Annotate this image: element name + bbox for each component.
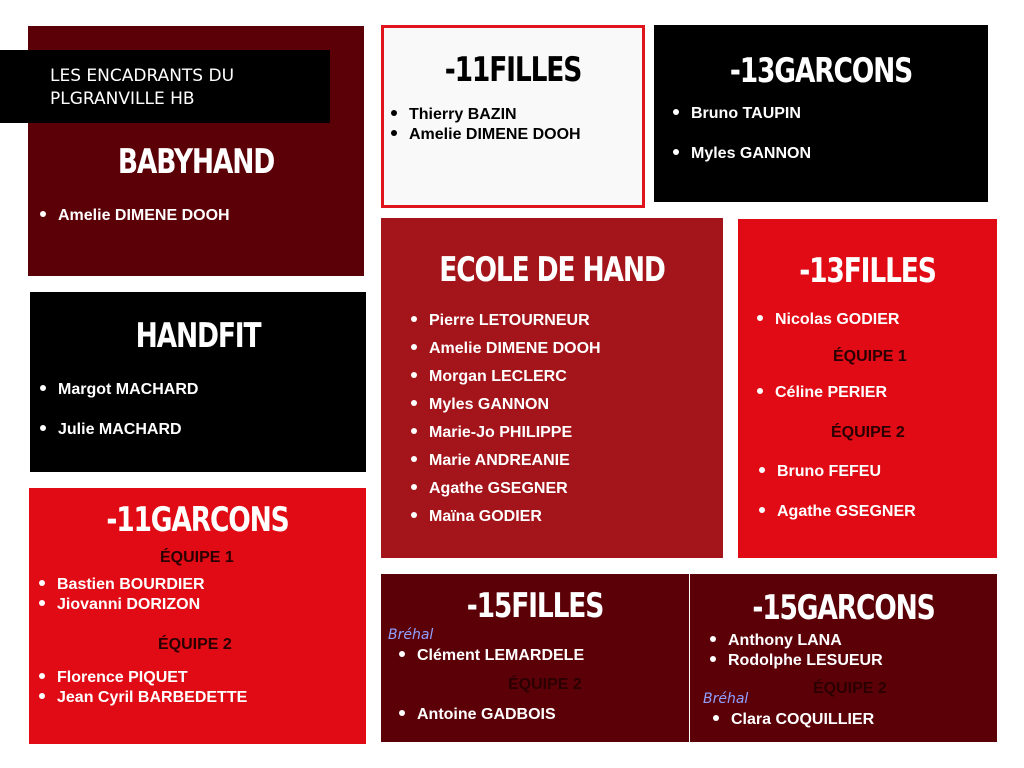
u15filles-team2-member-1: Antoine GADBOIS: [399, 706, 556, 724]
bullet-icon: [673, 109, 679, 115]
panel-u15filles: [381, 574, 689, 742]
bullet-icon: [411, 428, 417, 434]
bullet-icon: [40, 211, 46, 217]
bullet-icon: [411, 484, 417, 490]
ecole-member-8: Maïna GODIER: [411, 508, 542, 526]
u11garcons-team2-label: ÉQUIPE 2: [158, 636, 232, 653]
u15filles-note: Bréhal: [388, 627, 434, 643]
ecole-member-1: Pierre LETOURNEUR: [411, 312, 590, 330]
u13garcons-member-1: Bruno TAUPIN: [673, 105, 801, 123]
u11garcons-team2-member-2: Jean Cyril BARBEDETTE: [39, 689, 247, 707]
u15filles-team2-label: ÉQUIPE 2: [508, 676, 582, 693]
u13filles-coach: Nicolas GODIER: [757, 311, 899, 329]
u13filles-team2-member-2: Agathe GSEGNER: [759, 503, 916, 521]
bullet-icon: [757, 315, 763, 321]
header-box: [0, 50, 330, 123]
bullet-icon: [411, 400, 417, 406]
u15filles-team1-member-1: Clément LEMARDELE: [399, 647, 584, 665]
ecole-member-5: Marie-Jo PHILIPPE: [411, 424, 572, 442]
panel-u11garcons: [29, 488, 366, 744]
u11garcons-team1-member-1: Bastien BOURDIER: [39, 576, 205, 594]
u15garcons-team2-label: ÉQUIPE 2: [813, 680, 887, 697]
bullet-icon: [411, 344, 417, 350]
u13filles-team2-member-1: Bruno FEFEU: [759, 463, 881, 481]
panel-u13garcons: [654, 25, 988, 202]
u11garcons-team1-member-2: Jiovanni DORIZON: [39, 596, 200, 614]
panel-u11filles: [381, 25, 645, 208]
u15filles-title: -15FILLES: [466, 586, 604, 626]
u13filles-team2-label: ÉQUIPE 2: [831, 424, 905, 441]
bullet-icon: [713, 715, 719, 721]
u11garcons-team1-label: ÉQUIPE 1: [160, 549, 234, 566]
bullet-icon: [673, 149, 679, 155]
u13filles-team1-member-1: Céline PERIER: [757, 384, 887, 402]
panel-handfit: [30, 292, 366, 472]
u11filles-member-1: Thierry BAZIN: [391, 106, 517, 124]
ecole-member-3: Morgan LECLERC: [411, 368, 567, 386]
u13garcons-member-2: Myles GANNON: [673, 145, 811, 163]
babyhand-title: BABYHAND: [117, 142, 275, 182]
ecole-member-7: Agathe GSEGNER: [411, 480, 568, 498]
handfit-title: HANDFIT: [135, 316, 261, 356]
ecole-member-6: Marie ANDREANIE: [411, 452, 570, 470]
ecole-member-2: Amelie DIMENE DOOH: [411, 340, 601, 358]
bullet-icon: [411, 316, 417, 322]
babyhand-member-1: Amelie DIMENE DOOH: [40, 207, 230, 225]
u11filles-member-2: Amelie DIMENE DOOH: [391, 126, 581, 144]
u15garcons-title: -15GARCONS: [752, 588, 935, 628]
bullet-icon: [399, 710, 405, 716]
bullet-icon: [399, 651, 405, 657]
bullet-icon: [391, 130, 397, 136]
u15garcons-team1-member-1: Anthony LANA: [710, 632, 842, 650]
bullet-icon: [39, 600, 45, 606]
u15garcons-team1-member-2: Rodolphe LESUEUR: [710, 652, 883, 670]
bullet-icon: [759, 467, 765, 473]
u13filles-team1-label: ÉQUIPE 1: [833, 348, 907, 365]
header-line-1: LES ENCADRANTS DU: [50, 66, 235, 86]
bullet-icon: [40, 425, 46, 431]
u11garcons-team2-member-1: Florence PIQUET: [39, 669, 188, 687]
bullet-icon: [391, 110, 397, 116]
handfit-member-1: Margot MACHARD: [40, 381, 198, 399]
u13garcons-title: -13GARCONS: [729, 51, 913, 91]
bullet-icon: [411, 372, 417, 378]
ecole-member-4: Myles GANNON: [411, 396, 549, 414]
bullet-icon: [759, 507, 765, 513]
bullet-icon: [411, 456, 417, 462]
panel-u15garcons: [690, 574, 997, 742]
handfit-member-2: Julie MACHARD: [40, 421, 182, 439]
panel-ecole: [381, 218, 723, 558]
u15garcons-note: Bréhal: [703, 691, 749, 707]
u11garcons-title: -11GARCONS: [106, 500, 289, 540]
panel-u13filles: [738, 219, 997, 558]
bullet-icon: [39, 673, 45, 679]
header-line-2: PLGRANVILLE HB: [50, 89, 195, 109]
bullet-icon: [710, 656, 716, 662]
bullet-icon: [757, 388, 763, 394]
u13filles-title: -13FILLES: [799, 251, 936, 291]
ecole-title: ECOLE DE HAND: [439, 250, 665, 290]
bullet-icon: [40, 385, 46, 391]
bullet-icon: [710, 636, 716, 642]
u15garcons-team2-member-1: Clara COQUILLIER: [713, 711, 874, 729]
bullet-icon: [411, 512, 417, 518]
u11filles-title: -11FILLES: [444, 50, 582, 90]
bullet-icon: [39, 580, 45, 586]
bullet-icon: [39, 693, 45, 699]
